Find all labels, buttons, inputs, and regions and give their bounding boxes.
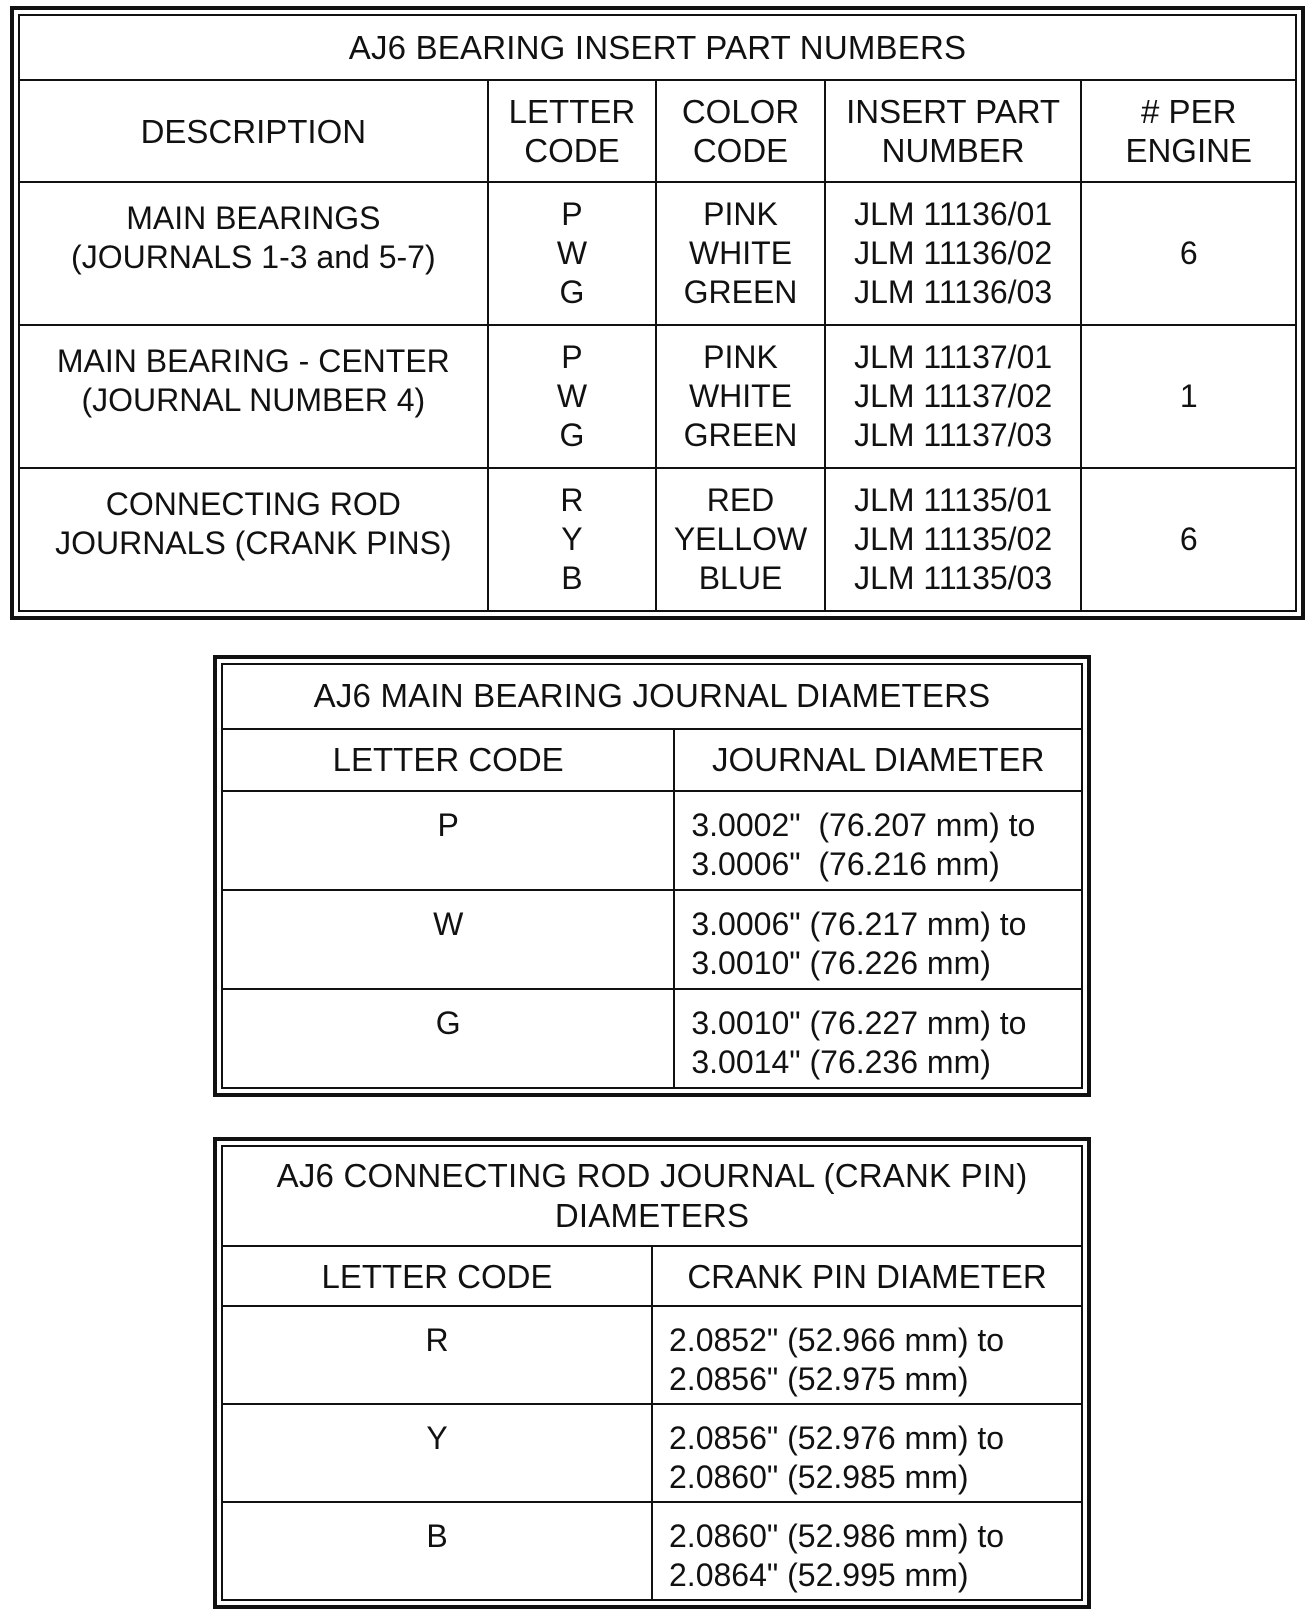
part-number: JLM 11135/02 [854,521,1053,557]
bearing-insert-part-numbers-table [10,6,1305,620]
part-number: JLM 11136/01 [854,196,1053,233]
diameter-cell [674,989,1082,1088]
table-row [222,1306,1082,1404]
table-row [222,791,1082,890]
diameter-line: 3.0002" (76.207 mm) to [691,807,1036,844]
insert-part-number-header [825,80,1082,182]
table-grid [221,1145,1083,1601]
color-code-header [656,80,825,182]
table-row [19,182,1296,325]
description-line: (JOURNAL NUMBER 4) [81,382,426,419]
diameter-cell [652,1502,1082,1600]
header-line: CODE [692,132,789,170]
letter-code-cell [488,182,657,325]
letter-code-cell: G [222,989,674,1088]
color-code: PINK [703,196,778,233]
description-line: JOURNALS (CRANK PINS) [55,525,452,562]
color-code-cell [656,182,825,325]
part-number-cell [825,468,1082,611]
header-line: NUMBER [881,132,1025,170]
diameter-line: 2.0864" (52.995 mm) [669,1557,969,1593]
header-line: LETTER [508,93,636,131]
color-code-cell [656,325,825,468]
per-engine-cell: 6 [1081,468,1296,611]
color-code: PINK [703,339,778,376]
part-number: JLM 11136/03 [854,274,1053,311]
header-line: CODE [524,132,620,170]
header-line: INSERT PART [846,93,1061,131]
header-line: # PER [1141,93,1237,131]
header-line: COLOR [681,93,800,131]
description-cell [19,325,488,468]
description-line: MAIN BEARINGS [126,200,381,237]
letter-code-cell: B [222,1502,652,1600]
part-number: JLM 11135/01 [854,482,1053,518]
diameter-line: 3.0014" (76.236 mm) [691,1044,991,1081]
description-header-label: DESCRIPTION [140,112,367,150]
letter-code: P [561,339,583,376]
letter-code-cell: Y [222,1404,652,1502]
crank-pin-diameters-table [213,1137,1091,1609]
letter-code: Y [561,521,583,557]
letter-code: B [561,560,583,596]
diameter-line: 3.0006" (76.217 mm) to [691,906,1027,943]
color-code: RED [706,482,775,518]
title-line: AJ6 CONNECTING ROD JOURNAL (CRANK PIN) [276,1157,1028,1194]
title-line: DIAMETERS [554,1197,750,1234]
letter-code-cell [488,325,657,468]
letter-code-cell: W [222,890,674,989]
color-code: GREEN [683,274,798,311]
description-line: MAIN BEARING - CENTER [56,343,450,380]
description-cell [19,182,488,325]
diameter-cell [652,1404,1082,1502]
diameter-line: 3.0010" (76.226 mm) [691,945,991,982]
table-row [19,468,1296,611]
part-number: JLM 11137/01 [854,339,1053,376]
letter-code: G [559,417,585,454]
journal-diameter-header: JOURNAL DIAMETER [674,729,1082,792]
letter-code: W [556,378,588,415]
letter-code-header: LETTER CODE [222,1246,652,1306]
color-code: WHITE [688,378,793,415]
table-row [222,1502,1082,1600]
letter-code-header [488,80,657,182]
table-row [19,325,1296,468]
per-engine-cell: 6 [1081,182,1296,325]
diameter-cell [674,890,1082,989]
diameter-line: 2.0852" (52.966 mm) to [669,1322,1005,1358]
letter-code: W [556,235,588,272]
diameter-cell [674,791,1082,890]
description-line: (JOURNALS 1-3 and 5-7) [71,239,436,276]
table-row [222,890,1082,989]
diameter-cell [652,1306,1082,1404]
part-number: JLM 11137/02 [854,378,1053,415]
table-row [222,989,1082,1088]
table-title [222,1146,1082,1246]
part-number: JLM 11135/03 [854,560,1053,596]
color-code-cell [656,468,825,611]
main-bearing-journal-diameters-table [213,655,1091,1097]
letter-code-cell [488,468,657,611]
letter-code-cell: P [222,791,674,890]
diameter-line: 2.0860" (52.985 mm) [669,1459,969,1495]
part-number-cell [825,325,1082,468]
color-code: GREEN [683,417,798,454]
crank-pin-diameter-header: CRANK PIN DIAMETER [652,1246,1082,1306]
table-grid [18,14,1297,612]
per-engine-cell: 1 [1081,325,1296,468]
letter-code-header: LETTER CODE [222,729,674,792]
part-number: JLM 11136/02 [854,235,1053,272]
diameter-line: 2.0860" (52.986 mm) to [669,1518,1005,1554]
color-code: WHITE [688,235,793,272]
description-cell [19,468,488,611]
letter-code-cell: R [222,1306,652,1404]
letter-code: R [560,482,584,518]
diameter-line: 3.0010" (76.227 mm) to [691,1005,1027,1042]
part-number: JLM 11137/03 [854,417,1053,454]
letter-code: G [559,274,585,311]
header-line: ENGINE [1125,132,1252,170]
diameter-line: 2.0856" (52.975 mm) [669,1361,969,1397]
table-title: AJ6 MAIN BEARING JOURNAL DIAMETERS [222,664,1082,729]
diameter-line: 3.0006" (76.216 mm) [691,846,1000,883]
description-header [19,80,488,182]
per-engine-header [1081,80,1296,182]
color-code: YELLOW [673,521,808,557]
part-number-cell [825,182,1082,325]
table-row [222,1404,1082,1502]
color-code: BLUE [698,560,783,596]
table-grid [221,663,1083,1089]
table-title: AJ6 BEARING INSERT PART NUMBERS [19,15,1296,80]
description-line: CONNECTING ROD [105,486,401,523]
letter-code: P [561,196,583,233]
diameter-line: 2.0856" (52.976 mm) to [669,1420,1005,1456]
